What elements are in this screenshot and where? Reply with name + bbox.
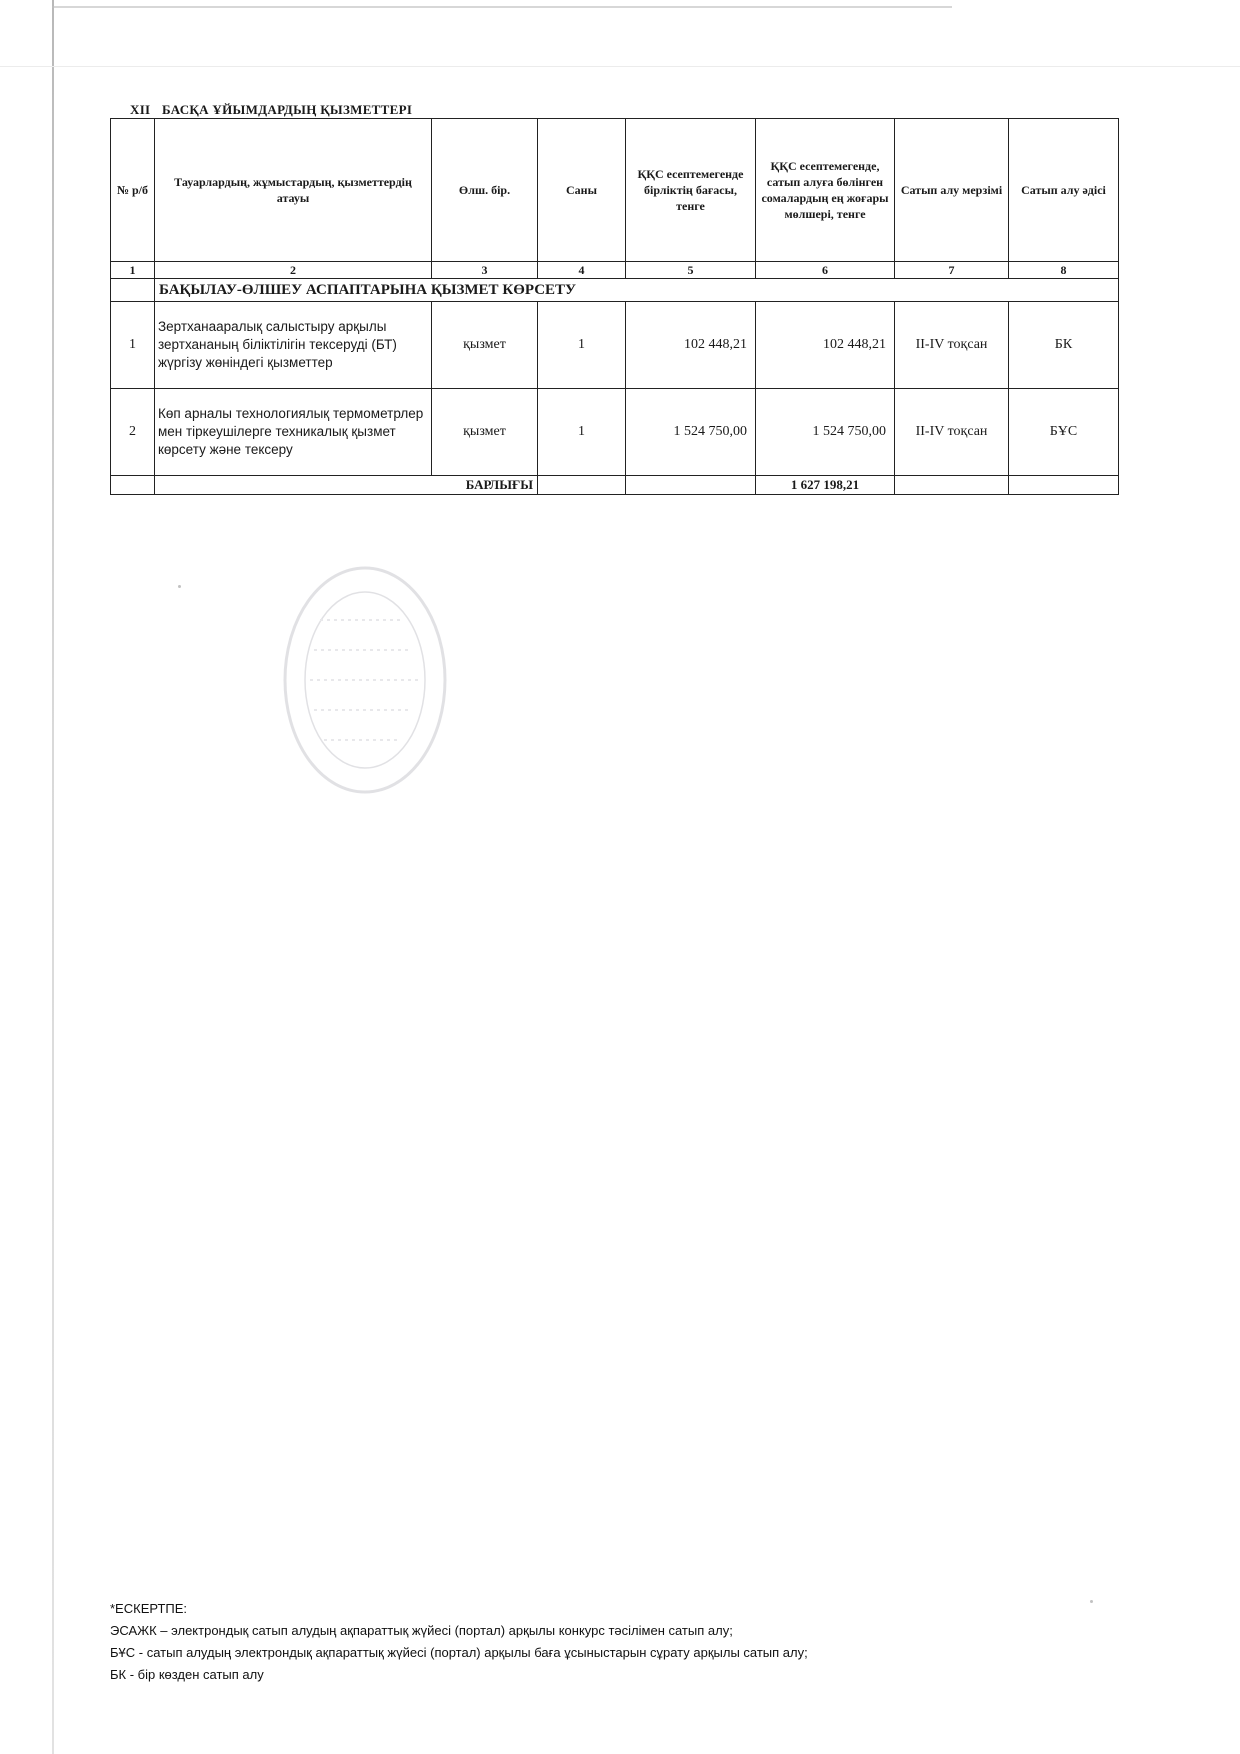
column-number: 5 <box>626 262 756 279</box>
scan-band <box>0 66 1240 67</box>
header-unit-price: ҚҚС есептемегенде бірліктің бағасы, тенге <box>626 119 756 262</box>
row-number: 1 <box>111 302 155 389</box>
total-spacer <box>111 476 155 495</box>
column-number: 1 <box>111 262 155 279</box>
total-empty <box>626 476 756 495</box>
scan-top-edge <box>52 6 952 8</box>
total-amount: 1 627 198,21 <box>756 476 895 495</box>
header-max-amount: ҚҚС есептемегенде, сатып алуға бөлінген сомалардың ең жоғары мөлшері, тенге <box>756 119 895 262</box>
footnotes <box>110 1598 1110 1686</box>
header-quantity: Саны <box>538 119 626 262</box>
row-unit-price: 1 524 750,00 <box>626 389 756 476</box>
header-unit: Өлш. бір. <box>432 119 538 262</box>
row-name: Зертханааралық салыстыру арқылы зертхананың біліктілігін тексеруді (БТ) жүргізу жөніндегі қызметтер <box>155 302 432 389</box>
scan-speck <box>178 585 181 588</box>
group-title: БАҚЫЛАУ-ӨЛШЕУ АСПАПТАРЫНА ҚЫЗМЕТ КӨРСЕТУ <box>155 279 1119 302</box>
row-method: БК <box>1009 302 1119 389</box>
column-number: 6 <box>756 262 895 279</box>
table-header-row <box>111 119 1119 262</box>
column-number: 8 <box>1009 262 1119 279</box>
row-method: БҰС <box>1009 389 1119 476</box>
note-line: БҰС - сатып алудың электрондық ақпараттық жүйесі (портал) арқылы баға ұсыныстарын сұрату арқылы сатып алу; <box>110 1645 808 1660</box>
section-title-text: БАСҚА ҰЙЫМДАРДЫҢ ҚЫЗМЕТТЕРІ <box>161 102 413 117</box>
row-period: II-IV тоқсан <box>895 389 1009 476</box>
column-number: 3 <box>432 262 538 279</box>
group-row <box>111 279 1119 302</box>
section-title <box>130 102 412 118</box>
row-unit-price: 102 448,21 <box>626 302 756 389</box>
total-empty <box>895 476 1009 495</box>
group-spacer <box>111 279 155 302</box>
scan-binding-edge <box>52 0 54 1754</box>
column-number: 7 <box>895 262 1009 279</box>
header-method: Сатып алу әдісі <box>1009 119 1119 262</box>
column-number-row <box>111 262 1119 279</box>
section-number: XII <box>130 102 151 117</box>
header-number: № р/б <box>111 119 155 262</box>
total-label: БАРЛЫҒЫ <box>155 476 538 495</box>
header-name: Тауарлардың, жұмыстардың, қызметтердің атауы <box>155 119 432 262</box>
procurement-table <box>110 118 1119 495</box>
row-max-amount: 102 448,21 <box>756 302 895 389</box>
row-quantity: 1 <box>538 389 626 476</box>
row-quantity: 1 <box>538 302 626 389</box>
total-empty <box>1009 476 1119 495</box>
column-number: 4 <box>538 262 626 279</box>
faded-stamp-image <box>280 560 450 800</box>
note-line: ЭСАЖК – электрондық сатып алудың ақпараттық жүйесі (портал) арқылы конкурс тәсілімен сатып алу; <box>110 1623 733 1638</box>
notes-heading: *ЕСКЕРТПЕ: <box>110 1601 188 1616</box>
table-row <box>111 389 1119 476</box>
row-name: Көп арналы технологиялық термометрлер мен тіркеушілерге техникалық қызмет көрсету және тексеру <box>155 389 432 476</box>
row-unit: қызмет <box>432 302 538 389</box>
row-number: 2 <box>111 389 155 476</box>
total-row <box>111 476 1119 495</box>
row-max-amount: 1 524 750,00 <box>756 389 895 476</box>
row-unit: қызмет <box>432 389 538 476</box>
column-number: 2 <box>155 262 432 279</box>
note-line: БК - бір көзден сатып алу <box>110 1667 264 1682</box>
row-period: II-IV тоқсан <box>895 302 1009 389</box>
table-row <box>111 302 1119 389</box>
header-period: Сатып алу мерзімі <box>895 119 1009 262</box>
total-empty <box>538 476 626 495</box>
